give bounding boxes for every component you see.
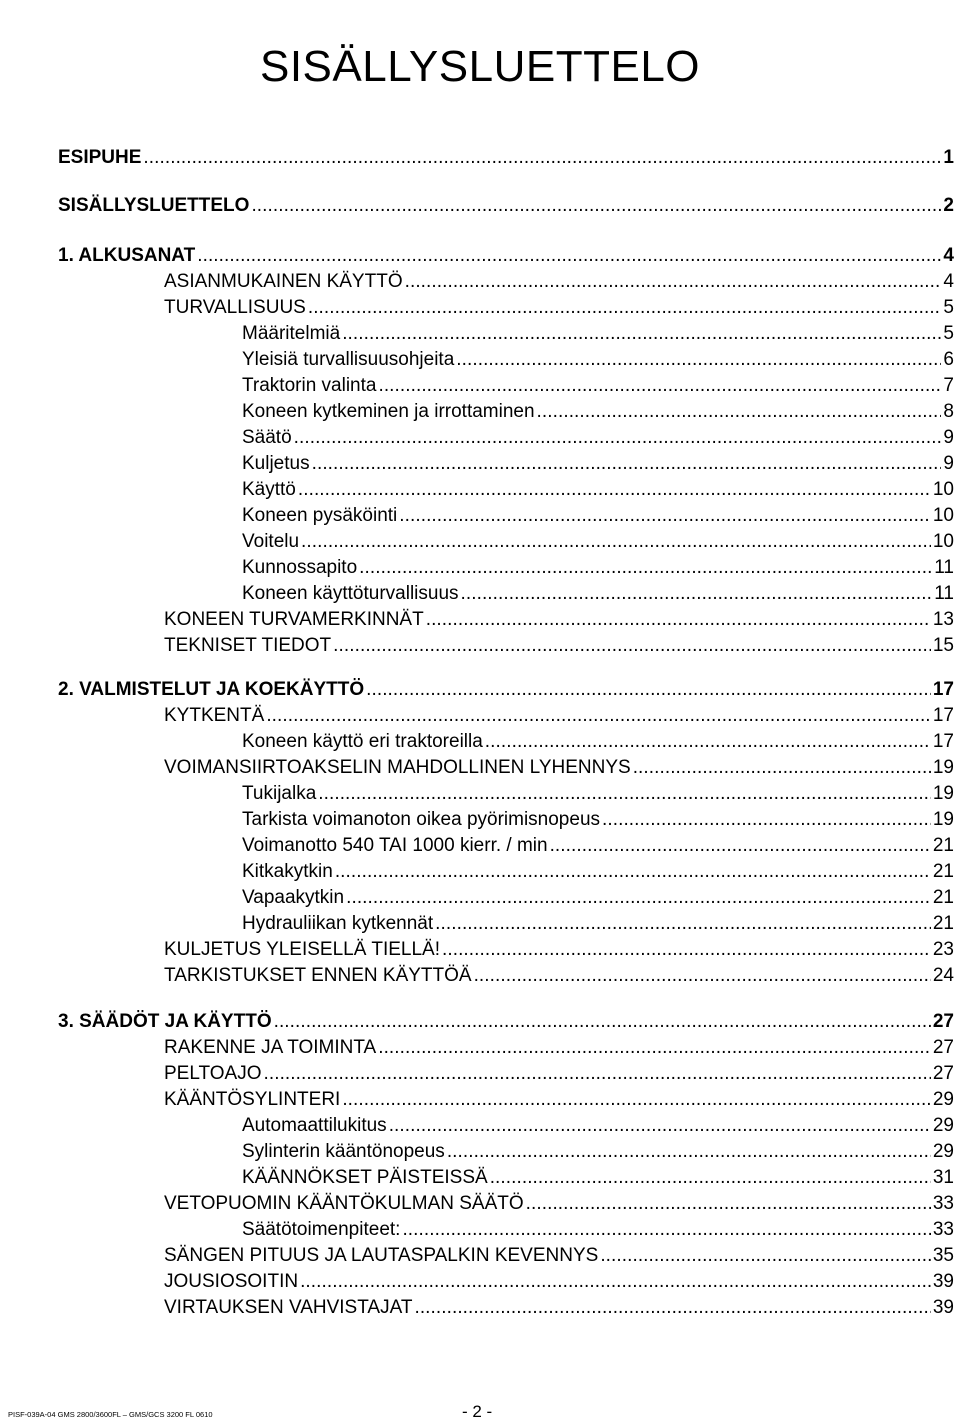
toc-entry-page: 29 [932,1141,954,1162]
dot-leader [262,1062,931,1086]
toc-entry-label: ASIANMUKAINEN KÄYTTÖ [164,271,403,292]
dot-leader [433,912,931,936]
toc-entry-sisallysluettelo[interactable] [58,192,954,218]
dot-leader [357,556,932,580]
toc-entry-label: Automaattilukitus [242,1115,387,1136]
toc-entry[interactable] [242,528,954,554]
toc-entry[interactable] [242,832,954,858]
toc-entry-page: 11 [934,583,954,604]
toc-entry-label: Voimanotto 540 TAI 1000 kierr. / min [242,835,548,856]
toc-entry[interactable] [242,502,954,528]
toc-entry-page: 29 [932,1115,954,1136]
toc-entry[interactable] [242,1112,954,1138]
toc-entry-page: 10 [932,531,954,552]
toc-entry[interactable] [242,728,954,754]
toc-entry-page: 5 [943,323,954,344]
toc-entry-page: 27 [932,1063,954,1084]
toc-entry-label: Koneen pysäköinti [242,505,398,526]
toc-entry-label: Voitelu [242,531,300,552]
toc-entry-label: SISÄLLYSLUETTELO [58,195,250,216]
toc-entry[interactable] [242,1138,954,1164]
toc-entry-page: 27 [932,1037,954,1058]
toc-entry-page: 9 [943,427,954,448]
toc-entry[interactable] [164,632,954,658]
toc-entry-page: 8 [943,401,954,422]
dot-leader [403,270,942,294]
toc-entry-label: TEKNISET TIEDOT [164,635,332,656]
toc-entry-label: JOUSIOSOITIN [164,1271,299,1292]
toc-entry-label: SÄNGEN PITUUS JA LAUTASPALKIN KEVENNYS [164,1245,599,1266]
toc-entry[interactable] [164,1242,954,1268]
toc-entry-label: Kuljetus [242,453,310,474]
toc-entry[interactable] [164,268,954,294]
toc-entry-label: Traktorin valinta [242,375,377,396]
toc-entry[interactable] [164,702,954,728]
toc-entry[interactable] [164,1268,954,1294]
toc-entry-page: 19 [932,809,954,830]
toc-entry-page: 6 [943,349,954,370]
toc-entry-label: Määritelmiä [242,323,341,344]
dot-leader [344,886,931,910]
toc-entry-label: Yleisiä turvallisuusohjeita [242,349,455,370]
toc-entry-label: Tarkista voimanoton oikea pyörimisnopeus [242,809,601,830]
toc-entry[interactable] [242,580,954,606]
toc-entry-page: 9 [943,453,954,474]
dot-leader [306,296,942,320]
toc-entry-label: VETOPUOMIN KÄÄNTÖKULMAN SÄÄTÖ [164,1193,524,1214]
dot-leader [331,634,931,658]
dot-leader [412,1296,930,1320]
toc-entry[interactable] [242,450,954,476]
toc-entry-label: KYTKENTÄ [164,705,265,726]
toc-entry-label: Koneen kytkeminen ja irrottaminen [242,401,535,422]
dot-leader [488,1166,931,1190]
toc-entry-page: 15 [932,635,954,656]
toc-entry-page: 17 [932,679,954,700]
toc-entry-page: 19 [932,783,954,804]
toc-entry-page: 21 [932,887,954,908]
toc-entry-label: Kunnossapito [242,557,358,578]
toc-entry-label: Säätö [242,427,292,448]
toc-entry-page: 10 [932,479,954,500]
toc-entry[interactable] [242,884,954,910]
toc-entry-page: 17 [932,705,954,726]
toc-entry-label: 3. SÄÄDÖT JA KÄYTTÖ [58,1011,272,1032]
toc-entry-label: TURVALLISUUS [164,297,306,318]
toc-entry-label: TARKISTUKSET ENNEN KÄYTTÖÄ [164,965,472,986]
toc-entry-page: 2 [943,195,954,216]
toc-entry-page: 33 [932,1219,954,1240]
toc-entry-page: 11 [934,557,954,578]
dot-leader [141,146,941,170]
toc-entry[interactable] [242,476,954,502]
dot-leader [340,322,941,346]
toc-entry-label: VIRTAUKSEN VAHVISTAJAT [164,1297,413,1318]
toc-entry-page: 21 [932,913,954,934]
toc-entry[interactable] [242,780,954,806]
toc-entry-page: 1 [943,147,954,168]
dot-leader [264,704,931,728]
toc-entry[interactable] [164,754,954,780]
toc-entry[interactable] [164,962,954,988]
dot-leader [440,938,931,962]
dot-leader [548,834,931,858]
toc-entry-page: 4 [943,271,954,292]
toc-entry-page: 23 [932,939,954,960]
dot-leader [600,808,931,832]
toc-entry[interactable] [242,346,954,372]
toc-entry[interactable] [242,910,954,936]
dot-leader [424,608,931,632]
toc-entry-page: 7 [943,375,954,396]
dot-leader [535,400,942,424]
toc-entry-label: PELTOAJO [164,1063,262,1084]
toc-entry-page: 39 [932,1271,954,1292]
dot-leader [445,1140,931,1164]
toc-entry[interactable] [242,424,954,450]
toc-entry[interactable] [242,1216,954,1242]
toc-entry-page: 33 [932,1193,954,1214]
toc-entry-page: 4 [943,245,954,266]
toc-entry-label: Kitkakytkin [242,861,333,882]
toc-entry[interactable] [164,1086,954,1112]
toc-entry-page: 31 [932,1167,954,1188]
document-code: PISF-039A-04 GMS 2800/3600FL – GMS/GCS 3200 FL 0610 [8,1410,213,1419]
dot-leader [397,504,931,528]
toc-entry-esipuhe[interactable] [58,144,954,170]
page-title: SISÄLLYSLUETTELO [259,42,701,91]
dot-leader [272,1010,931,1034]
toc-entry[interactable] [242,372,954,398]
toc-entry[interactable] [242,1164,954,1190]
toc-entry-label: Säätötoimenpiteet: [242,1219,401,1240]
toc-entry-page: 35 [932,1245,954,1266]
dot-leader [400,1218,930,1242]
dot-leader [472,964,931,988]
toc-entry-page: 17 [932,731,954,752]
toc-entry-label: KÄÄNNÖKSET PÄISTEISSÄ [242,1167,488,1188]
toc-entry[interactable] [164,1034,954,1060]
toc-entry-label: 2. VALMISTELUT JA KOEKÄYTTÖ [58,679,365,700]
toc-entry-label: KÄÄNTÖSYLINTERI [164,1089,341,1110]
toc-entry-chapter-2[interactable] [58,676,954,702]
toc-entry[interactable] [164,1294,954,1320]
toc-entry[interactable] [164,606,954,632]
toc-entry-page: 21 [932,835,954,856]
dot-leader [524,1192,931,1216]
dot-leader [387,1114,931,1138]
toc-entry[interactable] [242,858,954,884]
toc-entry[interactable] [164,936,954,962]
toc-entry-label: 1. ALKUSANAT [58,245,196,266]
toc-entry-page: 39 [932,1297,954,1318]
toc-entry-label: Sylinterin kääntönopeus [242,1141,445,1162]
toc-entry-page: 27 [932,1011,954,1032]
toc-entry-label: KONEEN TURVAMERKINNÄT [164,609,424,630]
dot-leader [459,582,933,606]
toc-entry[interactable] [242,320,954,346]
toc-entry[interactable] [242,398,954,424]
dot-leader [376,374,941,398]
toc-entry[interactable] [164,1190,954,1216]
toc-entry-label: ESIPUHE [58,147,142,168]
toc-entry-page: 13 [932,609,954,630]
toc-entry-chapter-1[interactable] [58,242,954,268]
dot-leader [340,1088,931,1112]
toc-entry-label: Tukijalka [242,783,317,804]
toc-entry[interactable] [242,554,954,580]
toc-entry-label: Hydrauliikan kytkennät [242,913,434,934]
dot-leader [376,1036,931,1060]
toc-entry-page: 21 [932,861,954,882]
dot-leader [310,452,942,476]
toc-entry-label: Vapaakytkin [242,887,345,908]
dot-leader [299,530,931,554]
dot-leader [454,348,941,372]
dot-leader [195,244,941,268]
toc-entry[interactable] [164,1060,954,1086]
dot-leader [296,478,931,502]
dot-leader [316,782,931,806]
dot-leader [298,1270,931,1294]
toc-entry-page: 29 [932,1089,954,1110]
toc-entry[interactable] [164,294,954,320]
toc-entry-label: Koneen käyttö eri traktoreilla [242,731,483,752]
toc-entry-page: 10 [932,505,954,526]
toc-entry-page: 24 [932,965,954,986]
toc-entry-page: 5 [943,297,954,318]
toc-entry-label: Käyttö [242,479,296,500]
toc-entry[interactable] [242,806,954,832]
toc-entry-label: KULJETUS YLEISELLÄ TIELLÄ! [164,939,440,960]
dot-leader [292,426,942,450]
dot-leader [249,194,941,218]
dot-leader [483,730,931,754]
toc-entry-label: RAKENNE JA TOIMINTA [164,1037,377,1058]
dot-leader [364,678,931,702]
toc-entry-label: VOIMANSIIRTOAKSELIN MAHDOLLINEN LYHENNYS [164,757,631,778]
dot-leader [333,860,931,884]
toc-entry-chapter-3[interactable] [58,1008,954,1034]
dot-leader [631,756,931,780]
page-number: - 2 - [462,1402,493,1421]
toc-entry-label: Koneen käyttöturvallisuus [242,583,459,604]
toc-entry-page: 19 [932,757,954,778]
dot-leader [598,1244,931,1268]
